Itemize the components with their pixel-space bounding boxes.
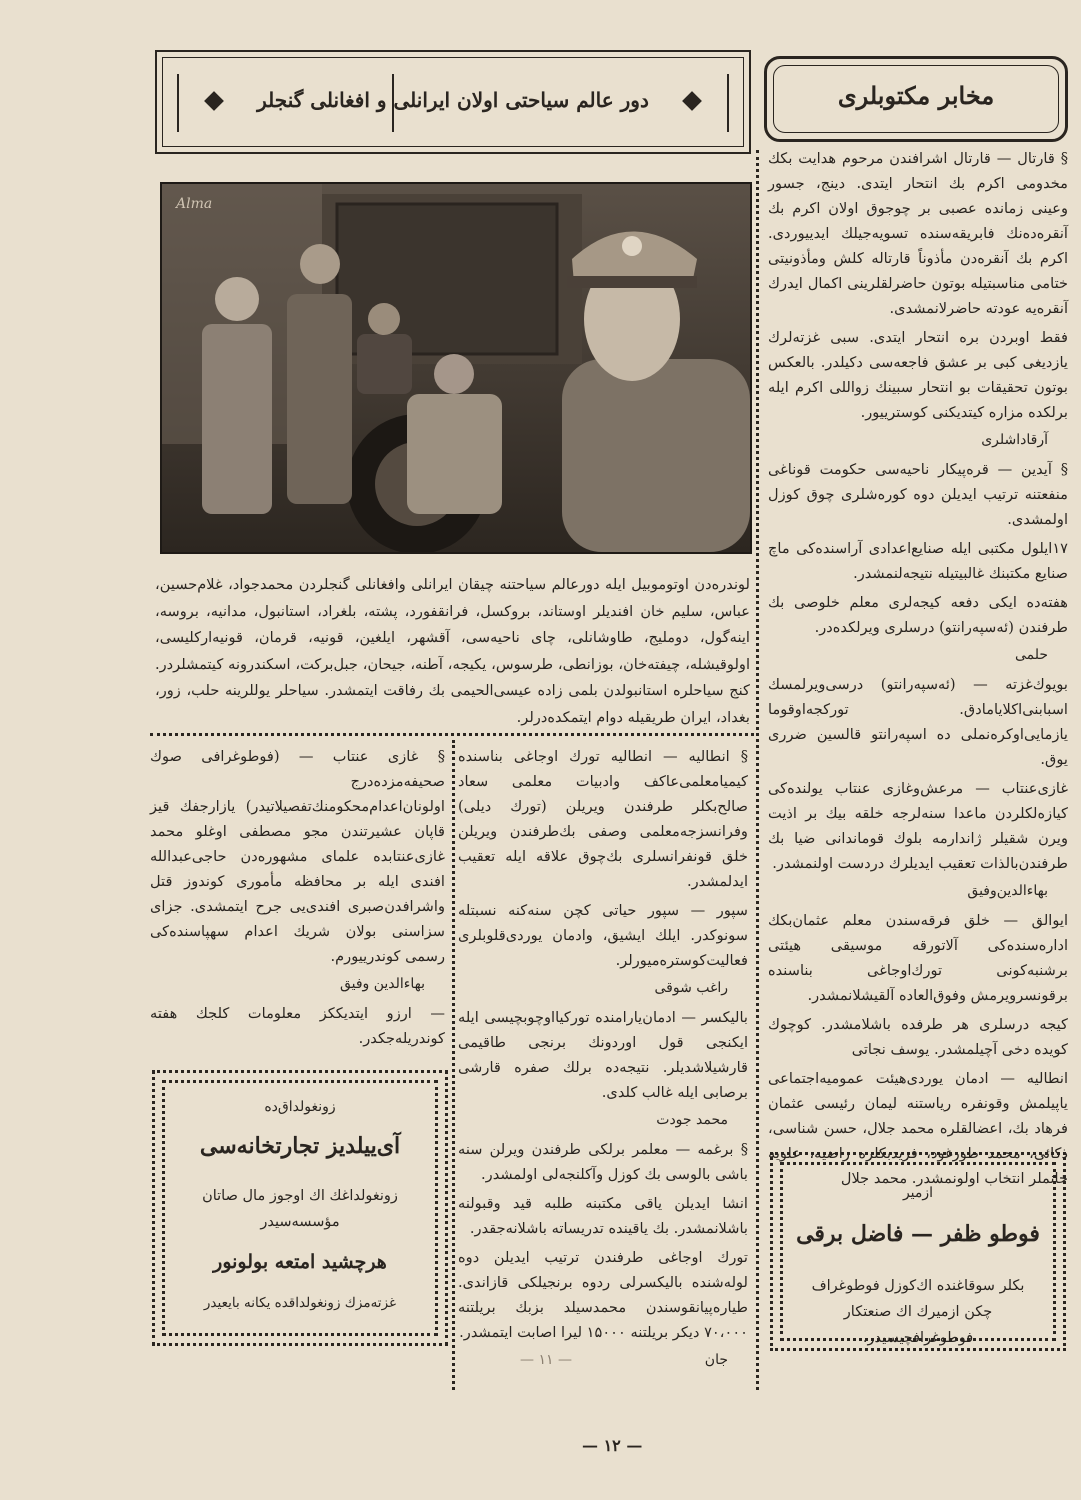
travelers-photo (160, 182, 752, 554)
column-separator-right (756, 150, 759, 1390)
middle-column-letters (458, 744, 748, 1377)
letter-balikesir: بالیکسر — ادمان‌یارامنده تورکیااوچوبچیسی ایله ایکنجی قول اوردونك برنجی طاقیمی قارشیلاشدیلر. نتیجه‌ده برلك صفره قارشی برصابی ایله غالب کلدی. (458, 1009, 748, 1101)
section-header-title: مخابر مکتوبلری (837, 81, 995, 110)
signature-can: جان (704, 1352, 728, 1368)
letter-antalya-sport: سپور — سپور حیاتی کچن سنه‌کنه نسبتله سونوکدر. ایلك ایشیق، وادمان یوردی‌قلوبلری فعالیت‌کوستره‌میورلر. (458, 902, 748, 969)
article-main-title: دور عالم سیاحتی اولان ایرانلی و افغانلی گنجلر (257, 88, 649, 112)
ad-ayyildiz-slogan: هرچشید امتعه بولونور (213, 1251, 387, 1273)
page-number: — ١٢ — (582, 1436, 643, 1455)
letter-ayvalik: ایوالق — خلق فرقه‌سندن معلم عثمان‌بکك اداره‌سنده‌کی آلاتورقه موسیقی هیئتی برشنبه‌کونی تورك‌اوجاغی بناسنده برقونسرویرمش وفوق‌العاده آلقیشلانمشدر. (768, 912, 1068, 1004)
advertisement-ayyildiz (152, 1070, 448, 1346)
editor-note-esperanto: بویوك‌غزته — (ئه‌سپه‌رانتو) درسی‌ویرلمسك اسبابنی‌اکلایامادق. تورکجه‌اوقوما یازمایی‌اوکره‌نملی ده اسپه‌رانتو قالسین ضرری یوق. (768, 676, 1068, 768)
letter-bergama-lottery: تورك اوجاغی طرفندن ترتیب ایدیلن دوه لوله‌شنده بالیکسرلی ردوه برنجیلکی قازاندی. طیاره‌پیانقوسندن محمدسیلد بزبك بریلتنه ۷۰،۰۰۰ دیکر بریلتنه ۱۵۰۰۰ لیرا اصابت ایتمشدر. (458, 1249, 748, 1341)
signature-bahaeddin: بهاءالدین‌وفیق (967, 883, 1048, 899)
caption-separator (150, 733, 754, 736)
letter-kartal-continued: فقط اوبردن بره انتحار ایتدی. سبی غزته‌لرك یازدیغی کبی بر عشق فاجعه‌سی دکیلدر. بالعکس بوتون تحقیقات بو انتحار سبینك زواللی اکرم ایله برلکده مزاره کیتدیکنی کوسترییور. (768, 329, 1068, 421)
signature-arkadaslari: آرقاداشلری (981, 432, 1048, 448)
signature-mehmed-cevdet: محمد جودت (656, 1112, 728, 1128)
ad-foto-zafer-location: ازمیر (902, 1185, 934, 1201)
ad-foto-zafer-description: بکلر سوقاغنده اك‌کوزل فوطوغراف چکن ازمیرك اك صنعتکار فوطوغرافچیسیدر. (811, 1278, 1025, 1346)
faint-page-number: — ١١ — (520, 1352, 572, 1368)
letter-bergama-school: انشا ایدیلن یاقی مکتبنه طلبه قید وقبولنه باشلانمشدر. بك یاقینده تدریساته باشلانه‌جقدر. (458, 1195, 748, 1237)
ad-ayyildiz-footer: غزته‌مزك زونغولداقده یکانه بایعیدر (203, 1295, 397, 1311)
left-column-letters (150, 744, 445, 1055)
title-divider-right (727, 74, 729, 132)
letter-aydin: § آیدین — قره‌پیکار ناحیه‌سی حکومت قوناغی منفعتنه ترتیب ایدیلن دوه کوره‌شلری چوق کوزل اولمشدی. (768, 461, 1068, 528)
photo-caption: لوندره‌دن اوتوموبیل ایله دورعالم سیاحتنه چیقان ایرانلی وافغانلی گنجلردن محمدجواد، غلام‌حسین، عباس، سلیم خان افندیلر اوستاند، بروکسل، فرانقفورد، پشته، بلغراد، استانبول، مدانیه، بروسه، اینه‌گول، دوملیج، طاوشانلی، چای ناحیه‌سی، آقشهر، ایلغین، قونیه، قرمان، قونیه‌ارکلیسی، اولوقیشله، چیفته‌خان، بوزانطی، طرسوس، یکیجه، آطنه، جیحان، جبل‌برکت، اسکندرونه کیتمشلردر. کنج سیاحلره استانبولدن بلمی زاده عیسی‌الحیمی بك رفاقت ایتمشدر. سیاحلر یوللرینه حلب، زور، بغداد، ایران طریقیله دوام ایتمکده‌درلر. (155, 576, 750, 726)
letter-gaziantep: غازی‌عنتاب — مرعش‌وغازی عنتاب یولنده‌کی کیازه‌لکلردن ماعدا سنه‌لرجه خلقه بیك بر اذیت ویرن شقیلر ژاندارمه بلوك قوماندانی ضیا بك طرفندن‌بالذات تعقیب ایدیلرك دردست اولنمشدر. (768, 780, 1068, 872)
letter-night-classes: کیجه درسلری هر طرفده باشلامشدر. کوچوك کویده دخی آچیلمشدر. یوسف نجاتی (768, 1016, 1068, 1058)
ad-foto-zafer-name: فوطو ظفر — فاضل برقی (796, 1221, 1040, 1247)
letter-antalya-idman: انطالیه — ادمان یوردی‌هیئت عمومیه‌اجتماعی یاپیلمش وقونفره ریاستنه لیمان رئیسی عثمان فرهاد بك، اعضالقلره محمد جلال، حسن شناسی، ذکائی، محمد طورغود، فریدبکلره راضیه، علویه خانملر انتخاب اولونمشدر. محمد جلال (768, 1070, 1068, 1187)
right-column-letters (768, 146, 1068, 1195)
letter-gaziantep-execution: § غازی عنتاب — (فوطوغرافی صوك صحیفه‌مزده‌درج اولونان‌اعدام‌محکومنك‌تفصیلاتیدر) یازارجفك قیز قاپان عشیرتندن مجو مصطفی اوغلو محمد غازی‌عنتابده علمای مشهوره‌دن حاجی‌عبدالله افندی ایله بر محافظه مأموری کوندوز قتل واشرافدن‌صبری افندی‌یی جرح ایتمشدی. جزای سزاسنی بولان شریك اعدام سهپاسنده‌کی رسمی کوندرییورم. (150, 748, 445, 965)
advertisement-foto-zafer (770, 1152, 1066, 1351)
signature-hilmi: حلمی (1014, 647, 1048, 663)
ad-ayyildiz-name: آی‌ییلدیز تجارتخانه‌سی (199, 1133, 401, 1159)
ad-ayyildiz-location: زونغولداق‌ده (264, 1099, 336, 1115)
letter-bergama: § برغمه — معلمر برلکی طرفندن ویرلن سنه باشی بالوسی بك کوزل وآکلنجه‌لی اولمشدر. (458, 1141, 748, 1183)
travelers-photo-illustration (162, 184, 750, 552)
ad-ayyildiz-description: زونغولداغك اك اوجوز مال صاتان مؤسسه‌سیدر (202, 1188, 398, 1230)
article-title-frame (155, 50, 751, 154)
letter-antalya-lectures: § انطالیه — انطالیه تورك اوجاغی بناسنده کیمیامعلمی‌عاکف وادبیات معلمی سعاد صالح‌بکلر طرفندن ویریلن (تورك دیلی) وفرانسزجه‌معلمی وصفی بك‌طرفندن ویریلن خلق قونفرانسلری بك‌چوق علاقه ایله تعقیب ایدلمشدر. (458, 748, 748, 890)
photo-studio-tag: Alma (176, 196, 213, 212)
letter-kartal: § قارتال — قارتال اشرافندن مرحوم هدایت بکك مخدومی اکرم بك انتحار ایتدی. دینج، جسور وعینی زمانده عصبی بر چوجوق اولان اکرم بك آنقره‌ده‌نك فابریقه‌سنده تسویه‌جیلك ایدییوردی. اکرم بك آنقره‌دن مأذوناً قارتاله کلش ومأذونیتی ختامی مناسبتیله بوتون حاضرلقلرینی اکمال ایدرك آنقره‌یه عودته حاضرلانمشدی. (768, 150, 1068, 317)
signature-bahaeddin-vefik: بهاءالدین وفیق (339, 976, 425, 992)
signature-ragib-sevki: راغب شوقی (654, 980, 728, 996)
letter-aydin-esperanto: هفته‌ده ایکی دفعه کیجه‌لری معلم خلوصی بك طرفندن (ئه‌سپه‌رانتو) درسلری ویرلکده‌در. (768, 594, 1068, 636)
title-divider-left (177, 74, 179, 132)
editor-note-next-week: — ارزو ایتدیککز معلومات کلجك هفته کوندریله‌جکدر. (150, 1005, 445, 1047)
letter-aydin-match: ۱۷ایلول مکتبی ایله صنایع‌اعدادی آراسنده‌کی ماچ صنایع مکتبنك غالبیتیله نتیجه‌لنمشدر. (768, 540, 1068, 582)
column-separator-middle (452, 740, 455, 1390)
section-header-box (764, 56, 1068, 142)
